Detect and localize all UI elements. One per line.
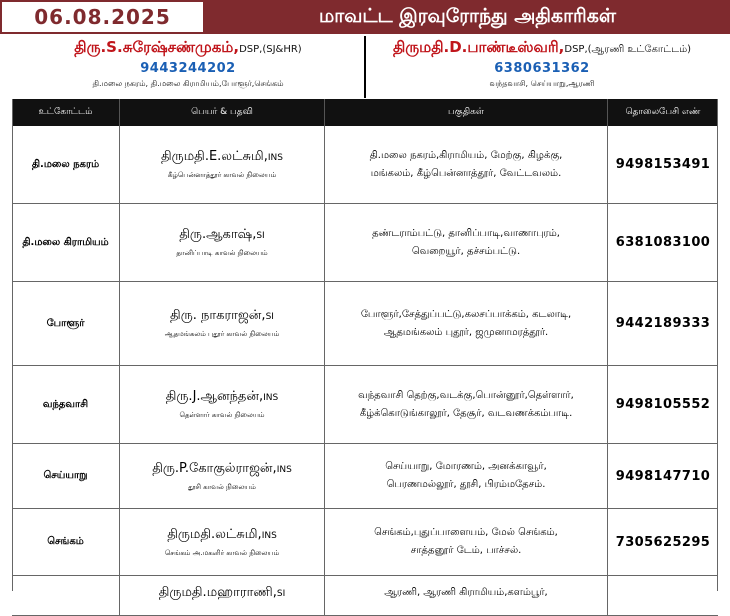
areas-cell bbox=[325, 366, 608, 443]
column-header-officer: பெயர் & பதவி bbox=[120, 99, 325, 126]
areas-line: செங்கம்,புதுப்பாளையம், மேல் செங்கம், bbox=[374, 527, 558, 538]
areas-line: தண்டராம்பட்டு, தானிப்பாடி,வாணாபுரம், bbox=[372, 227, 560, 239]
officer-area: தி.மலை நகரம், தி.மலை கிராமியம்,போளூர்,செங்கம் bbox=[92, 79, 284, 88]
table-body bbox=[12, 126, 718, 616]
officer-cell bbox=[120, 126, 325, 203]
officer-cell bbox=[120, 444, 325, 508]
officer-rank: INS bbox=[263, 393, 279, 403]
division-cell: தி.மலை நகரம் bbox=[12, 126, 120, 203]
table-row bbox=[12, 509, 718, 576]
station-name: தானிப்பாடி காவல் நிலையம் bbox=[176, 249, 268, 257]
officer-name: திரு.ஆகாஷ்,SI bbox=[179, 227, 265, 242]
officer-card-right bbox=[366, 36, 718, 98]
station-name: செங்கம் அ.மகளிர் காவல் நிலையம் bbox=[164, 548, 280, 557]
station-name: ஆதமங்கலம் புதூர் காவல் நிலையம் bbox=[164, 330, 280, 338]
officer-name: திருமதி.மஹாராணி,SI bbox=[158, 584, 286, 600]
areas-line: கீழ்க்கொடுங்காலூர், தேசூர், வடவணக்கம்பாடி. bbox=[359, 407, 573, 419]
areas-cell bbox=[325, 444, 608, 508]
division-cell: வந்தவாசி bbox=[12, 366, 120, 443]
areas-line: தி.மலை நகரம்,கிராமியம், மேற்கு, கிழக்கு, bbox=[369, 149, 563, 161]
areas-line: பெரணமல்லூர், தூசி, பிரம்மதேசம். bbox=[386, 479, 546, 490]
officer-cell bbox=[120, 366, 325, 443]
table-row bbox=[12, 366, 718, 444]
officer-rank: INS bbox=[261, 530, 277, 541]
table-row bbox=[12, 282, 718, 366]
division-cell bbox=[12, 576, 120, 615]
phone-cell: 7305625295 bbox=[615, 534, 711, 550]
phone-cell bbox=[608, 576, 718, 615]
officer-cell bbox=[120, 204, 325, 281]
column-header-phone: தொலைபேசி எண் bbox=[625, 107, 701, 117]
areas-line: வெறையூர், தச்சம்பட்டு. bbox=[411, 245, 521, 257]
areas-line: மங்கலம், கீழ்பென்னாத்தூர், வேட்டவலம். bbox=[370, 167, 562, 179]
areas-cell bbox=[325, 282, 608, 365]
report-date: 06.08.2025 bbox=[0, 0, 205, 34]
table-header bbox=[12, 99, 718, 126]
supervising-officers bbox=[12, 36, 718, 98]
officer-name: திரு.P.கோகுல்ராஜன்,INS bbox=[152, 460, 292, 476]
table-row bbox=[12, 444, 718, 509]
officer-phone: 6380631362 bbox=[494, 61, 590, 76]
officer-rank: DSP,(SJ&HR) bbox=[239, 44, 302, 55]
officer-rank: INS bbox=[276, 464, 292, 475]
officer-card-left bbox=[12, 36, 366, 98]
station-name: தூசி காவல் நிலையம் bbox=[188, 482, 256, 491]
station-name: கீழ்பென்னாத்தூர் காவல் நிலையம் bbox=[167, 171, 277, 179]
officer-phone: 9443244202 bbox=[140, 61, 236, 76]
phone-cell: 9498105552 bbox=[615, 397, 711, 412]
table-row bbox=[12, 576, 718, 616]
officer-name: திரு.J.ஆனந்தன்,INS bbox=[165, 389, 279, 404]
officer-name: திருமதி.D.பாண்டீஸ்வரி,DSP,(ஆரணி உட்கோட்டம்) bbox=[392, 38, 692, 56]
phone-cell: 9442189333 bbox=[615, 316, 711, 331]
officer-cell bbox=[120, 282, 325, 365]
areas-line: சாத்தனூர் டேம், பாச்சல். bbox=[410, 545, 522, 556]
phone-cell: 6381083100 bbox=[615, 235, 711, 250]
table-row bbox=[12, 204, 718, 282]
officer-name: திரு. நாகராஜன்,SI bbox=[170, 308, 274, 323]
areas-line: போளூர்,சேத்துப்பட்டு,கலசப்பாக்கம், கடலாடி, bbox=[360, 308, 572, 320]
column-header-division: உட்கோட்டம் bbox=[12, 99, 120, 126]
page-title: மாவட்ட இரவுரோந்து அதிகாரிகள் bbox=[319, 4, 616, 27]
officer-rank: SI bbox=[265, 312, 274, 322]
officer-cell bbox=[120, 576, 325, 615]
areas-line: ஆதமங்கலம் புதூர், ஜமுனாமரத்தூர். bbox=[383, 326, 549, 338]
officer-cell bbox=[120, 509, 325, 575]
officer-rank: INS bbox=[267, 153, 283, 163]
column-header-areas: பகுதிகள் bbox=[325, 99, 608, 126]
station-name: தெள்ளார் காவல் நிலையம் bbox=[179, 411, 265, 419]
phone-cell: 9498153491 bbox=[615, 157, 711, 172]
officer-rank: SI bbox=[256, 231, 265, 241]
table-row bbox=[12, 126, 718, 204]
division-cell: செங்கம் bbox=[12, 509, 120, 575]
areas-line: செய்யாறு, மோரணம், அனக்காவூர், bbox=[385, 461, 547, 472]
areas-line: வந்தவாசி தெற்கு,வடக்கு,பொன்னூர்,தெள்ளார், bbox=[358, 389, 574, 401]
phone-cell: 9498147710 bbox=[615, 468, 711, 484]
division-cell: போளூர் bbox=[12, 282, 120, 365]
officer-name: திருமதி.லட்சுமி,INS bbox=[167, 526, 277, 542]
officer-name: திரு.S.சுரேஷ்சண்முகம்,DSP,(SJ&HR) bbox=[74, 38, 302, 56]
officer-area: வந்தவாசி, செய்யாறு,ஆரணி bbox=[489, 79, 595, 88]
areas-cell bbox=[325, 126, 608, 203]
areas-cell bbox=[325, 509, 608, 575]
officer-rank: SI bbox=[276, 588, 286, 599]
header-bar bbox=[0, 0, 730, 34]
areas-cell bbox=[325, 204, 608, 281]
areas-line: ஆரணி, ஆரணி கிராமியம்,களம்பூர், bbox=[384, 586, 548, 598]
officer-name: திருமதி.E.லட்சுமி,INS bbox=[161, 149, 283, 164]
division-cell: செய்யாறு bbox=[12, 444, 120, 508]
areas-cell bbox=[325, 576, 608, 615]
division-cell: தி.மலை கிராமியம் bbox=[12, 204, 120, 281]
officer-rank: DSP,(ஆரணி உட்கோட்டம்) bbox=[564, 44, 692, 55]
